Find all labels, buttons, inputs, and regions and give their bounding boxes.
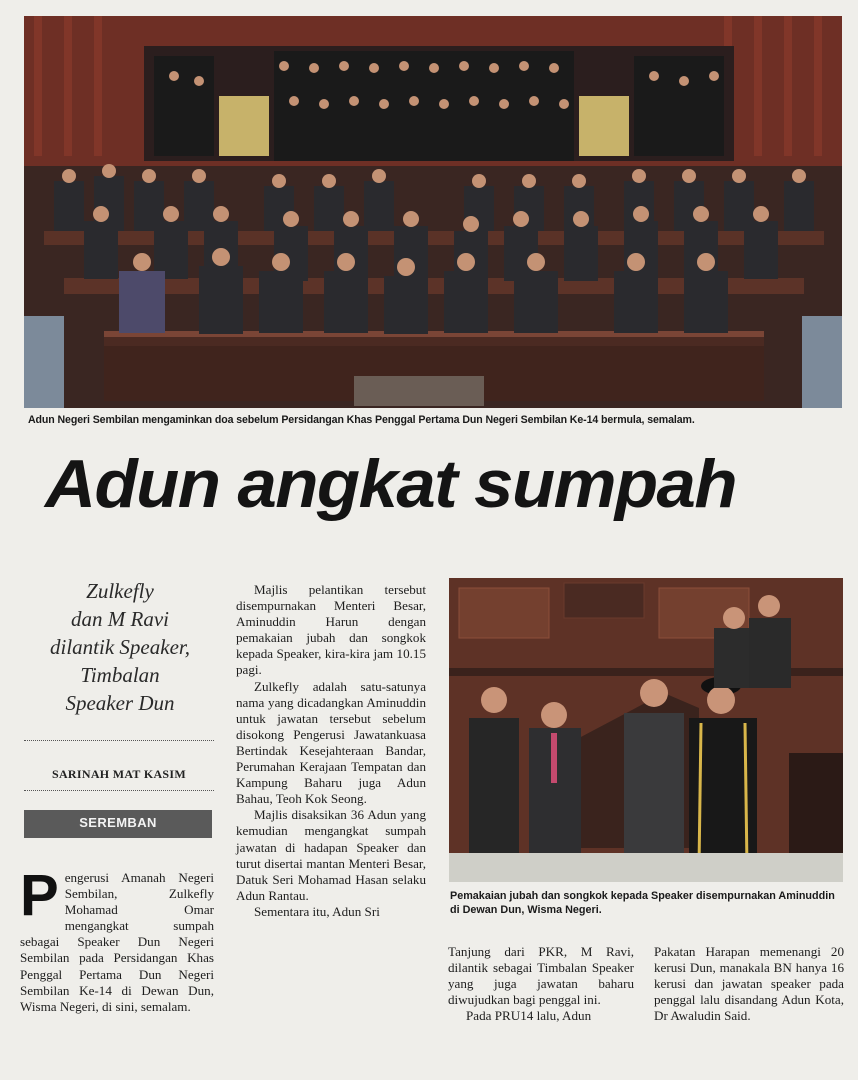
deck-line: Speaker Dun (65, 691, 175, 715)
drop-cap: P (20, 863, 59, 928)
deck-line: Zulkefly (86, 579, 154, 603)
paragraph: Sementara itu, Adun Sri (254, 903, 380, 919)
assembly-hall-illustration (24, 16, 842, 408)
right-photo-caption: Pemakaian jubah dan songkok kepada Speaker disempurnakan Aminuddin di Dewan Dun, Wisma Negeri. (450, 890, 835, 916)
article-column-2 (236, 582, 426, 920)
paragraph: Tanjung dari PKR, M Ravi, dilantik sebagai Timbalan Speaker yang juga jawatan baharu diwujudkan bagi penggal ini. (448, 944, 634, 1008)
article-column-4 (654, 944, 844, 1024)
article-column-1 (20, 863, 214, 1015)
divider (24, 790, 214, 791)
robing-ceremony-illustration (449, 578, 843, 882)
assembly-hall-photo (24, 16, 842, 408)
paragraph: Pada PRU14 lalu, Adun (466, 1008, 592, 1024)
paragraph: Majlis pelantikan tersebut disempurnakan Menteri Besar, Aminuddin Harun dengan pemakaian jubah dan songkok kepada Speaker, kira-kira jam 10.15 pagi. (236, 582, 426, 678)
top-photo-caption: Adun Negeri Sembilan mengaminkan doa sebelum Persidangan Khas Penggal Pertama Dun Negeri Sembilan Ke-14 bermula, semalam. (28, 414, 695, 426)
paragraph: Pakatan Harapan memenangi 20 kerusi Dun, manakala BN hanya 16 kerusi dan jawatan speaker pada penggal lalu disandang Adun Kota, Dr Awaludin Said. (654, 944, 844, 1024)
paragraph: engerusi Amanah Negeri Sembilan, Zulkefly Mohamad Omar mengangkat sumpah sebagai Speaker Dun Negeri Sembilan pada Persidangan Khas Penggal Pertama Dun Negeri Sembilan Ke-14 di Dewan Dun, Wisma Negeri, di sini, semalam. (20, 870, 214, 1014)
paragraph: Majlis disaksikan 36 Adun yang kemudian mengangkat sumpah jawatan di hadapan Speaker dan turut disertai mantan Menteri Besar, Datuk Seri Mohamad Hasan selaku Adun Rantau. (236, 807, 426, 903)
headline: Adun angkat sumpah (45, 446, 736, 522)
paragraph: Zulkefly adalah satu-satunya nama yang dicadangkan Aminuddin untuk jawatan tersebut sebelum disokong Pengerusi Jawatankuasa Bertindak Kesejahteraan Bandar, Perumahan Kerajaan Tempatan dan Kampung Baharu juga Adun Bahau, Teoh Kok Seong. (236, 678, 426, 807)
robing-ceremony-photo (449, 578, 843, 882)
deck-line: dilantik Speaker, (50, 635, 190, 659)
article-column-3 (448, 944, 634, 1024)
dateline: SEREMBAN (79, 815, 157, 830)
deck-subheadline (26, 577, 214, 717)
deck-line: Timbalan (80, 663, 160, 687)
deck-line: dan M Ravi (71, 607, 169, 631)
divider (24, 740, 214, 741)
byline: SARINAH MAT KASIM (51, 767, 186, 781)
